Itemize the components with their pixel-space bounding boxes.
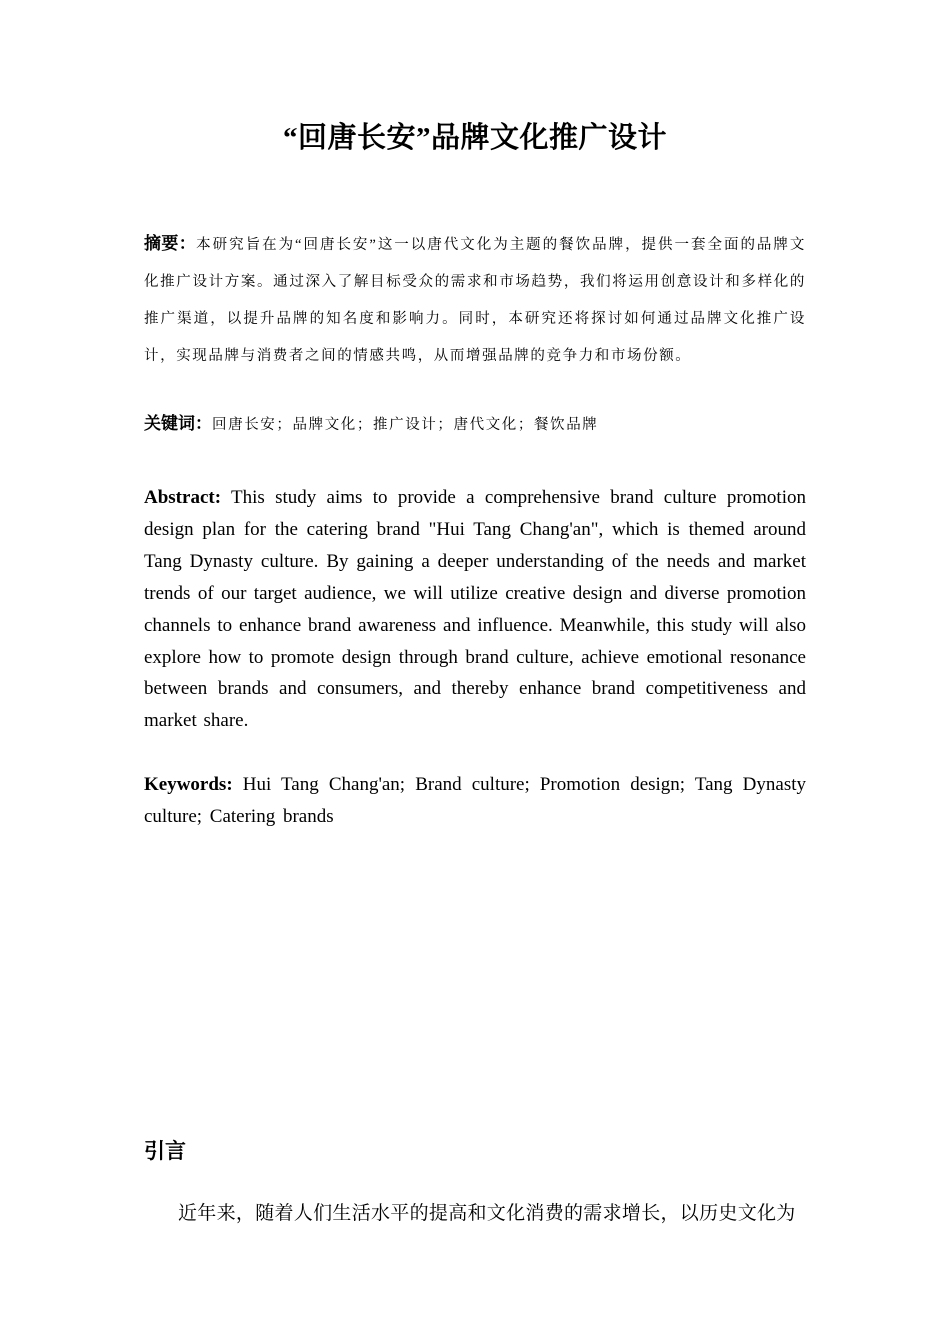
chinese-keywords [144,406,806,444]
chinese-abstract [144,226,806,375]
introduction-paragraph: 近年来，随着人们生活水平的提高和文化消费的需求增长，以历史文化为 [178,1203,796,1224]
english-abstract-text: This study aims to provide a comprehensive brand culture promotion design plan for the catering brand "Hui Tang Chang'an", which is themed around Tang Dynasty culture. By gaining a deeper understanding of the needs and market trends of our target audience, we will utilize creative design and diverse promotion channels to enhance brand awareness and influence. Meanwhile, this study will also explore how to promote design through brand culture, achieve emotional resonance between brands and consumers, and thereby enhance brand competitiveness and market share. [144,487,806,732]
chinese-keywords-text: 回唐长安；品牌文化；推广设计；唐代文化；餐饮品牌 [212,417,599,433]
english-abstract [144,482,806,737]
english-keywords-text: Hui Tang Chang'an; Brand culture; Promotion design; Tang Dynasty culture; Catering brands [144,774,806,827]
chinese-abstract-text: 本研究旨在为“回唐长安”这一以唐代文化为主题的餐饮品牌，提供一套全面的品牌文化推广设计方案。通过深入了解目标受众的需求和市场趋势，我们将运用创意设计和多样化的推广渠道，以提升品牌的知名度和影响力。同时，本研究还将探讨如何通过品牌文化推广设计，实现品牌与消费者之间的情感共鸣，从而增强品牌的竞争力和市场份额。 [144,237,807,364]
english-keywords [144,769,806,833]
paper-title: “回唐长安”品牌文化推广设计 [282,122,667,154]
introduction-heading: 引言 [144,1139,186,1163]
chinese-keywords-label: 关键词： [144,414,212,434]
chinese-abstract-label: 摘要： [144,234,197,254]
english-abstract-label: Abstract: [144,487,222,508]
english-keywords-label: Keywords: [144,774,233,795]
